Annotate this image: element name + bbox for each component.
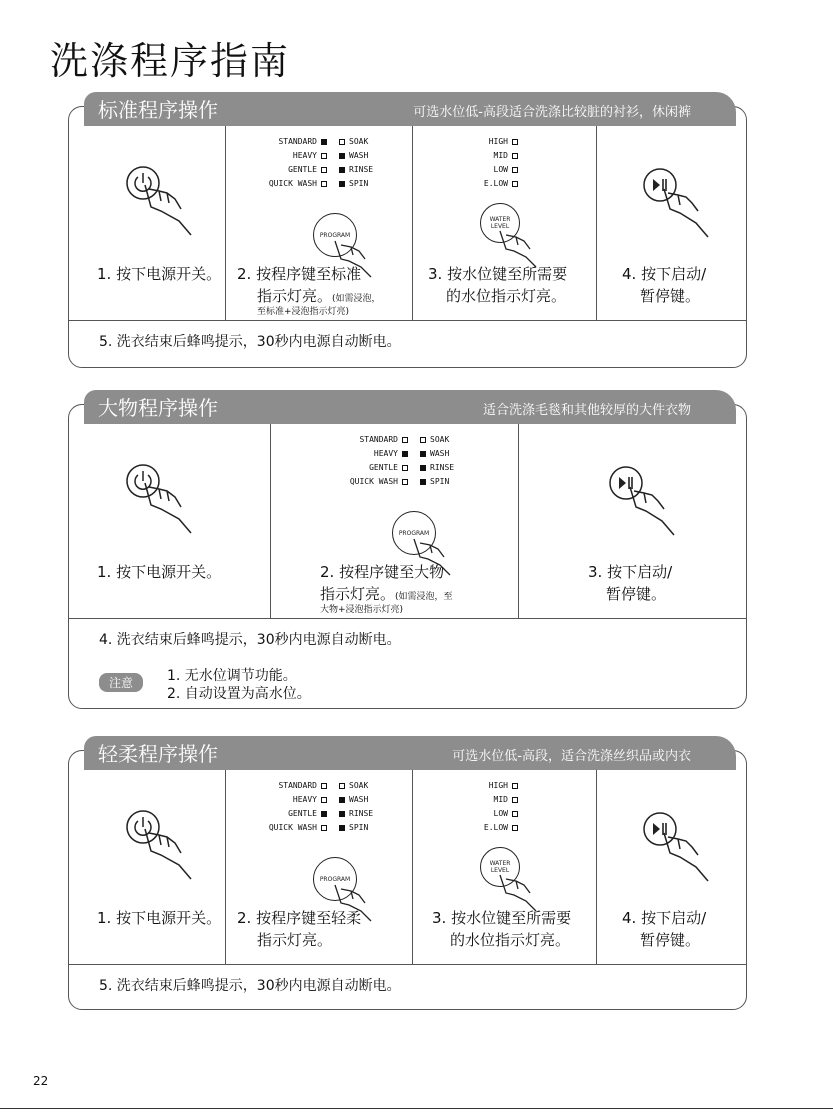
page-number: 22 <box>33 1074 49 1088</box>
start-pause-hand-icon <box>604 459 684 539</box>
step-1-text: 1. 按下电源开关。 <box>97 563 222 581</box>
step-cell-start <box>518 419 746 618</box>
step-4-text: 4. 按下启动/ 暂停键。 <box>622 909 707 949</box>
section-heavy <box>68 404 747 709</box>
step-1-text: 1. 按下电源开关。 <box>97 909 222 927</box>
notice-box <box>69 653 746 703</box>
steps-row <box>69 419 746 619</box>
section-standard <box>68 106 747 368</box>
steps-row <box>69 121 746 321</box>
program-panel: STANDARD SOAK HEAVY WASH GENTLE RINSE QUICK WASH SPIN <box>268 137 374 188</box>
notice-item: 2. 自动设置为高水位。 <box>167 686 311 702</box>
step-cell-start <box>596 765 746 964</box>
section-footer: 5. 洗衣结束后蜂鸣提示，30秒内电源自动断电。 <box>99 978 401 994</box>
step-cell-program <box>270 419 519 618</box>
water-level-panel: HIGH MID LOW E.LOW <box>452 779 518 835</box>
step-cell-start <box>596 121 746 320</box>
notice-list <box>167 667 311 703</box>
program-panel: STANDARD SOAK HEAVY WASH GENTLE RINSE QUICK WASH SPIN <box>349 435 455 486</box>
step-cell-water <box>412 121 597 320</box>
water-level-button[interactable]: WATER LEVEL <box>480 203 520 243</box>
step-cell-water <box>412 765 597 964</box>
step-1-text: 1. 按下电源开关。 <box>97 265 222 283</box>
power-button-hand-icon <box>121 803 201 883</box>
step-2-text: 2. 按程序键至标准 指示灯亮。(如需浸泡， 至标准+浸泡指示灯亮) <box>237 265 381 317</box>
water-level-button[interactable]: WATER LEVEL <box>480 847 520 887</box>
step-2-text: 2. 按程序键至轻柔 指示灯亮。 <box>237 909 362 949</box>
step-2-text: 2. 按程序键至大物 指示灯亮。(如需浸泡，至 大物+浸泡指示灯亮) <box>320 563 453 615</box>
program-button[interactable]: PROGRAM <box>313 213 357 257</box>
start-pause-hand-icon <box>638 805 718 885</box>
step-cell-power <box>69 419 271 618</box>
step-cell-power <box>69 121 226 320</box>
step-4-text: 4. 按下启动/ 暂停键。 <box>622 265 707 305</box>
section-header-heavy <box>84 390 736 424</box>
step-cell-program <box>225 121 413 320</box>
section-title: 标准程序操作 <box>98 98 218 122</box>
section-footer: 4. 洗衣结束后蜂鸣提示，30秒内电源自动断电。 <box>99 632 401 648</box>
page-title: 洗涤程序指南 <box>50 39 291 83</box>
section-description: 适合洗涤毛毯和其他较厚的大件衣物 <box>482 403 691 418</box>
section-description: 可选水位低-高段适合洗涤比较脏的衬衫，休闲裤 <box>413 105 691 120</box>
bottom-rule <box>0 1108 833 1109</box>
power-button-hand-icon <box>121 457 201 537</box>
program-panel: STANDARD SOAK HEAVY WASH GENTLE RINSE QUICK WASH SPIN <box>268 781 374 832</box>
notice-badge: 注意 <box>99 673 143 692</box>
section-header-gentle <box>84 736 736 770</box>
notice-item: 1. 无水位调节功能。 <box>167 668 297 684</box>
section-title: 轻柔程序操作 <box>98 742 218 766</box>
program-button[interactable]: PROGRAM <box>392 511 436 555</box>
step-cell-power <box>69 765 226 964</box>
water-level-panel: HIGH MID LOW E.LOW <box>452 135 518 191</box>
section-gentle <box>68 750 747 1010</box>
section-title: 大物程序操作 <box>98 396 218 420</box>
steps-row <box>69 765 746 965</box>
program-button[interactable]: PROGRAM <box>313 857 357 901</box>
start-pause-hand-icon <box>638 161 718 241</box>
section-header-standard <box>84 92 736 126</box>
section-description: 可选水位低-高段，适合洗涤丝织品或内衣 <box>452 749 691 764</box>
step-cell-program <box>225 765 413 964</box>
step-3-text: 3. 按水位键至所需要 的水位指示灯亮。 <box>428 265 568 305</box>
power-button-hand-icon <box>121 159 201 239</box>
step-3-text: 3. 按水位键至所需要 的水位指示灯亮。 <box>432 909 572 949</box>
step-3-text: 3. 按下启动/ 暂停键。 <box>588 563 673 603</box>
section-footer: 5. 洗衣结束后蜂鸣提示，30秒内电源自动断电。 <box>99 334 401 350</box>
